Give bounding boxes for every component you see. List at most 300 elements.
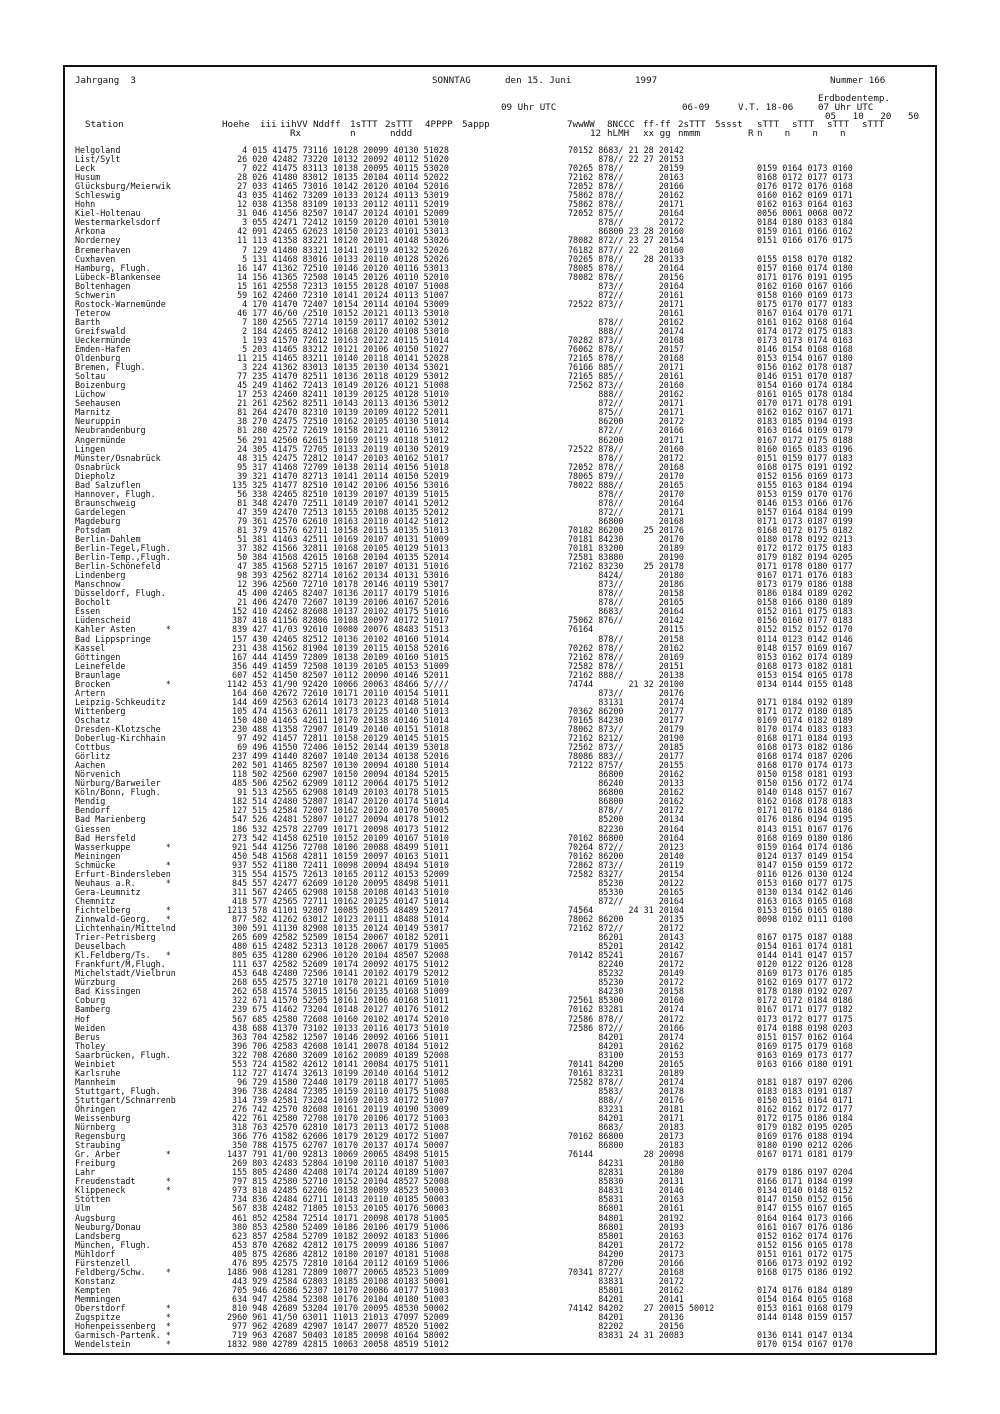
station-name: Hof — [75, 1013, 91, 1024]
synop-row: 96 729 41580 72440 10179 20118 40177 51005 — [227, 1076, 449, 1087]
synop-row: 167 444 41459 72809 10138 20109 40160 51015 — [227, 651, 449, 662]
synop-row: 268 655 42575 32710 10170 20121 40169 51010 — [227, 977, 449, 988]
station-name: Berus — [75, 1031, 101, 1042]
synop-extra-row: 70141 84200 20165 — [568, 1058, 684, 1069]
soil-s2-header: sTTT — [792, 119, 815, 130]
synop-row: 16 147 41362 72510 10146 20120 40116 53013 — [227, 262, 449, 273]
synop-extra-row: 78022 888// 20165 — [568, 479, 684, 490]
soil-temp-row: 0163 0163 0165 0168 — [757, 895, 853, 906]
synop-row: 7 180 42565 72714 10159 20117 40102 53012 — [227, 316, 449, 327]
station-name: Wasserkuppe * — [75, 841, 171, 852]
station-name: Soltau — [75, 371, 106, 382]
station-name: Zugspitze * — [75, 1312, 171, 1323]
synop-row: 453 870 42682 42812 10175 20099 40186 51007 — [227, 1239, 449, 1250]
synop-row: 623 857 42584 52709 10182 20092 40183 51006 — [227, 1230, 449, 1241]
soil-temp-row: 0162 0160 0167 0166 — [757, 280, 853, 291]
station-name: München, Flugh. — [75, 1239, 151, 1250]
synop-extra-row: 72162 888// 20138 — [568, 669, 684, 680]
nmmm-subheader: nmmm — [678, 128, 701, 139]
synop-extra-row: 70182 86200 25 20176 — [568, 524, 684, 535]
station-name: Michelstadt/Vielbrun — [75, 968, 176, 979]
synop-row: 1213 578 41101 92807 10085 20085 48489 52017 — [227, 904, 449, 915]
synop-row: 311 567 42465 62908 10158 20108 40143 51010 — [227, 886, 449, 897]
synop-extra-row: 86200 20172 — [568, 416, 684, 427]
station-name: Manschnow — [75, 579, 121, 590]
soil-temp-row: 0172 0175 0186 0184 — [757, 1113, 853, 1124]
synop-extra-row: 878// 20158 — [568, 633, 684, 644]
synop-extra-row: 74142 84202 27 20015 50012 — [568, 1303, 715, 1313]
synop-extra-row: 85830 20131 — [568, 1176, 684, 1187]
soil-temp-row: 0169 0173 0176 0185 — [757, 968, 853, 979]
station-name: Deuselbach — [75, 941, 126, 952]
station-name: Dresden-Klotzsche — [75, 724, 161, 734]
soil-temp-row: 0158 0166 0180 0189 — [757, 597, 853, 608]
soil-temp-row: 0170 0154 0167 0170 — [757, 1339, 853, 1350]
soil-temp-row: 0124 0137 0149 0154 — [757, 850, 853, 861]
synop-row: 1142 453 41/90 92420 10066 20063 48466 5//// — [227, 678, 449, 689]
soil-temp-row: 0174 0172 0175 0183 — [757, 325, 853, 336]
synop-row: 81 264 42470 82310 10139 20109 40122 52011 — [227, 407, 449, 418]
station-name: Westermarkelsdorf — [75, 217, 161, 228]
synop-row: 202 501 41465 82507 10130 20094 40180 51014 — [227, 760, 449, 771]
soil-temp-row: 0169 0174 0182 0189 — [757, 714, 853, 725]
soil-temp-row: 0147 0150 0152 0156 — [757, 1194, 853, 1205]
synop-extra-row: 84201 20162 — [568, 1040, 684, 1051]
soil-temp-row: 0152 0162 0174 0176 — [757, 1230, 853, 1241]
synop-row: 47 359 42470 72513 10155 20108 40135 52012 — [227, 506, 449, 517]
soil-temp-row: 0153 0161 0168 0179 — [757, 1303, 853, 1313]
synop-row: 28 026 41480 83012 10135 20104 40114 52022 — [227, 172, 449, 183]
synop-extra-row: 72586 872// 20166 — [568, 1022, 684, 1033]
synop-extra-row: 70142 85241 20167 — [568, 950, 684, 961]
soil-temp-row: 0162 0169 0177 0172 — [757, 977, 853, 988]
soil-temp-row: 0152 0156 0165 0178 — [757, 1239, 853, 1250]
synop-extra-row: 72052 875// 20164 — [568, 208, 684, 219]
soil-temp-row: 0159 0164 0174 0186 — [757, 841, 853, 852]
synop-extra-row: 85230 20172 — [568, 977, 684, 988]
synop-extra-row: 878// 20172 — [568, 452, 684, 463]
synop-extra-row: 72561 85300 20160 — [568, 995, 684, 1006]
soil-temp-row: 0179 0186 0197 0204 — [757, 1167, 853, 1178]
synop-row: 150 480 41465 42611 10170 20138 40146 51014 — [227, 714, 449, 725]
hoehe-header: Hoehe — [222, 119, 250, 130]
synop-extra-row: 70264 872// 20123 — [568, 841, 684, 852]
synop-extra-row: 70362 86200 20177 — [568, 705, 684, 716]
synop-extra-row: 76166 885// 20171 — [568, 362, 684, 373]
station-name: Gera-Leumnitz — [75, 886, 141, 897]
soil-temp-row: 0175 0170 0177 0183 — [757, 298, 853, 309]
soil-temp-row: 0155 0163 0184 0194 — [757, 479, 853, 490]
synop-extra-row: 85801 20162 — [568, 1284, 684, 1295]
station-name: Berlin-Schönefeld — [75, 561, 161, 572]
soil-temp-row: 0168 0172 0177 0173 — [757, 172, 853, 183]
synop-row: 135 325 41477 82510 10142 20106 40156 53016 — [227, 479, 449, 490]
synop-extra-row: 878// 20172 — [568, 805, 684, 816]
synop-row: 56 291 42560 62615 10169 20119 40118 51012 — [227, 434, 449, 445]
soil-temp-row: 0159 0164 0173 0160 — [757, 163, 853, 174]
synop-row: 322 671 41570 52505 10161 20106 40168 51011 — [227, 995, 449, 1006]
station-name: Essen — [75, 606, 101, 617]
synop-row: 363 704 42582 12507 10146 20092 40166 51011 — [227, 1031, 449, 1042]
station-name: Stötten — [75, 1194, 111, 1205]
sttt2-header: 2sTTT — [385, 119, 413, 130]
synop-extra-row: 70282 873// 20168 — [568, 334, 684, 345]
iii-header: iii — [260, 119, 277, 130]
station-name: Würzburg — [75, 977, 116, 988]
synop-row: 977 962 42689 42907 10147 20077 48520 51002 — [227, 1321, 449, 1332]
synop-row: 315 554 41575 72613 10165 20112 40153 52009 — [227, 868, 449, 879]
synop-extra-row: 72522 878// 20160 — [568, 443, 684, 454]
soil-temp-row: 0167 0172 0175 0188 — [757, 434, 853, 445]
synop-row: 157 430 42465 82512 10136 20102 40160 51014 — [227, 633, 449, 644]
synop-extra-row: 83131 20174 — [568, 696, 684, 707]
station-header: Station — [85, 119, 124, 130]
station-name: Schleswig — [75, 190, 121, 201]
soil-temp-row: 0155 0158 0170 0182 — [757, 253, 853, 264]
station-name: Hohn — [75, 199, 96, 210]
nummer-label: Nummer 166 — [830, 75, 886, 86]
synop-extra-row: 878// 20164 — [568, 497, 684, 508]
synop-extra-row: 872// 20166 — [568, 425, 684, 436]
soil-temp-row: 0181 0187 0197 0206 — [757, 1076, 853, 1087]
station-name: Wendelstein * — [75, 1339, 171, 1350]
synop-extra-row: 878// 20170 — [568, 488, 684, 499]
synop-row: 5 203 41465 83212 10121 20106 40150 51027 — [227, 344, 449, 355]
soil-temp-row: 0173 0173 0174 0163 — [757, 334, 853, 345]
synop-extra-row: 84801 20192 — [568, 1212, 684, 1223]
synop-extra-row: 878// 22 27 20153 — [568, 154, 684, 165]
soil-temp-row: 0156 0160 0177 0183 — [757, 615, 853, 626]
synop-row: 24 305 41475 72705 10133 20119 40130 52019 — [227, 443, 449, 454]
soil-temp-row: 0151 0166 0176 0175 — [757, 235, 853, 246]
station-name: Gardelegen — [75, 506, 126, 517]
station-name: Lindenberg — [75, 570, 126, 581]
synop-row: 734 836 42484 62711 10143 20110 40185 50003 — [227, 1194, 449, 1205]
nn-subheader: n n n n — [757, 128, 846, 139]
soil-temp-row: 0156 0162 0178 0187 — [757, 362, 853, 373]
ssst-header: 5ssst — [715, 119, 743, 130]
synop-extra-row: 72562 873// 20160 — [568, 380, 684, 391]
soil-temp-row: 0183 0185 0194 0193 — [757, 416, 853, 427]
synop-row: 845 557 42477 62609 10120 20095 48498 51011 — [227, 877, 449, 888]
soil-temp-row: 0167 0175 0187 0188 — [757, 932, 853, 943]
synop-extra-row: 86200 20171 — [568, 434, 684, 445]
soil-temp-row: 0153 0160 0177 0175 — [757, 877, 853, 888]
station-name: Hohenpeissenberg * — [75, 1321, 171, 1332]
soil-temp-row: 0151 0159 0177 0183 — [757, 452, 853, 463]
station-name: Brocken * — [75, 678, 171, 689]
soil-temp-row: 0163 0164 0169 0179 — [757, 425, 853, 436]
synop-main-columns — [227, 146, 449, 1349]
synop-extra-row: 86801 20161 — [568, 1203, 684, 1214]
synop-extra-row: 70162 86200 20140 — [568, 850, 684, 861]
station-name: Bendorf — [75, 805, 111, 816]
synop-row: 39 321 41470 82713 10141 20114 40150 52019 — [227, 470, 449, 481]
station-name: Cuxhaven — [75, 253, 116, 264]
synop-row: 553 724 41582 42612 10141 20084 40175 51011 — [227, 1058, 449, 1069]
synop-extra-row: 82831 20180 — [568, 1167, 684, 1178]
synop-extra-row: 873// 20186 — [568, 579, 684, 590]
synop-row: 144 469 42563 62614 10173 20123 40148 51014 — [227, 696, 449, 707]
soil-temp-row: 0144 0148 0159 0157 — [757, 1312, 853, 1323]
synop-row: 480 615 42482 52313 10128 20067 40179 51005 — [227, 941, 449, 952]
station-name: Oschatz — [75, 714, 111, 725]
station-name: Köln/Bonn, Flugh. — [75, 787, 161, 798]
station-name: Potsdam — [75, 524, 111, 535]
synop-extra-row: 84230 20158 — [568, 986, 684, 997]
synop-extra-row: 72162 878// 20163 — [568, 172, 684, 183]
station-name: Hannover, Flugh. — [75, 488, 156, 499]
synop-extra-row: 72165 878// 20168 — [568, 353, 684, 364]
station-name: List/Sylt — [75, 154, 121, 165]
soil-temp-row: 0180 0190 0212 0206 — [757, 1140, 853, 1151]
synop-extra-row: 70265 878// 20159 — [568, 163, 684, 174]
synop-row: 797 815 42580 52710 10152 20104 48527 52008 — [227, 1176, 449, 1187]
station-name: Kiel-Holtenau — [75, 208, 141, 219]
station-name: Kempten — [75, 1284, 111, 1295]
synop-row: 3 224 41362 83013 10135 20130 40134 53021 — [227, 362, 449, 373]
soil-temp-row — [757, 146, 853, 155]
soil-temp-row: 0168 0170 0174 0173 — [757, 760, 853, 771]
synop-row: 4 015 41475 73116 10128 20099 40130 51028 — [227, 145, 449, 155]
station-name: Berlin-Dahlem — [75, 534, 141, 545]
soil-temp-row: 0120 0122 0126 0128 — [757, 959, 853, 970]
erdboden-label: Erdbodentemp. — [818, 93, 890, 104]
synop-extra-row: 74744 21 32 20100 — [568, 678, 684, 689]
soil-temp-row: 0172 0172 0184 0186 — [757, 995, 853, 1006]
synop-extra-row: 83231 20181 — [568, 1103, 684, 1114]
station-name: Artern — [75, 687, 106, 698]
soil-temp-row: 0130 0134 0142 0146 — [757, 886, 853, 897]
station-name: Oldenburg — [75, 353, 121, 364]
synop-row: 461 852 42584 72514 10171 20098 40178 51005 — [227, 1212, 449, 1223]
synop-row: 77 235 41470 82511 10136 20118 40129 53012 — [227, 371, 449, 382]
soil-temp-row: 0150 0151 0164 0171 — [757, 1094, 853, 1105]
w12-subheader: 12 — [590, 128, 602, 139]
station-name: Öhringen — [75, 1103, 116, 1114]
station-name: Kassel — [75, 642, 106, 653]
synop-extra-row: 72562 873// 20185 — [568, 742, 684, 753]
station-name: Oberstdorf * — [75, 1303, 171, 1313]
synop-row: 607 452 41450 82507 10112 20090 40146 52011 — [227, 669, 449, 680]
synop-extra-row: 20161 — [568, 307, 684, 318]
synop-row: 719 963 42687 50403 10185 20098 40164 58002 — [227, 1330, 449, 1341]
synop-extra-row: 85831 20163 — [568, 1194, 684, 1205]
synop-extra-row: 76164 20115 — [568, 624, 684, 635]
station-name: Bamberg — [75, 1004, 111, 1015]
synop-row: 973 818 42485 62206 10138 20089 48523 50003 — [227, 1185, 449, 1196]
synop-extra-row: 72052 878// 20168 — [568, 461, 684, 472]
synop-row: 21 406 42470 72607 10139 20106 40167 52016 — [227, 597, 449, 608]
synop-extra-row: 86801 20193 — [568, 1221, 684, 1232]
synop-extra-row: 873// 20164 — [568, 280, 684, 291]
station-name: Lübeck-Blankensee — [75, 271, 161, 282]
station-name: Nürburg/Barweiler — [75, 778, 161, 789]
soil-temp-row: 0168 0171 0184 0193 — [757, 733, 853, 744]
soil-temp-row: 0167 0164 0170 0171 — [757, 307, 853, 318]
station-name: Regensburg — [75, 1131, 126, 1142]
station-name: Emden-Hafen — [75, 344, 131, 355]
synop-extra-row: 888// 20162 — [568, 389, 684, 400]
iihvv-header: iihVV — [280, 119, 308, 130]
station-name: Bocholt — [75, 597, 111, 608]
station-name: Lichtenhain/Mittelnd — [75, 923, 176, 934]
soil-temp-row: 0158 0160 0169 0173 — [757, 289, 853, 300]
synop-extra-row: 83831 24 31 20083 — [568, 1330, 684, 1341]
synop-row: 443 929 42584 62803 10185 20108 40183 50001 — [227, 1275, 449, 1286]
synop-extra-row: 70341 8727/ 20168 — [568, 1266, 684, 1277]
synop-row: 26 020 42482 73220 10132 20092 40112 51020 — [227, 154, 449, 165]
synop-row: 14 156 41365 72508 10145 20126 40110 52010 — [227, 271, 449, 282]
station-name: Bad Kissingen — [75, 986, 141, 997]
synop-extra-row: 82230 20164 — [568, 823, 684, 834]
synop-row: 2 184 42465 82412 10168 20120 40108 53010 — [227, 325, 449, 336]
synop-row: 5 131 41468 83016 10133 20110 40128 52026 — [227, 253, 449, 264]
synop-extra-row: 78085 878// 20164 — [568, 262, 684, 273]
station-name: Schwerin — [75, 289, 116, 300]
synop-row: 380 853 42580 52409 10186 20106 40179 51006 — [227, 1221, 449, 1232]
soil-temp-row: 0161 0162 0168 0164 — [757, 316, 853, 327]
soil-temp-row: 0162 0162 0167 0171 — [757, 407, 853, 418]
synop-row: 48 315 42475 72812 10147 20103 40162 51017 — [227, 452, 449, 463]
nddd-subheader: nddd — [390, 128, 413, 139]
station-name: Kahler Asten * — [75, 624, 171, 635]
station-name: Trier-Petrisberg — [75, 932, 156, 943]
synop-extra-row: 86240 20133 — [568, 778, 684, 789]
www-header: 7wwWW — [567, 119, 595, 130]
soil-temp-row: 0143 0151 0167 0176 — [757, 823, 853, 834]
synop-row: 450 548 41568 42811 10159 20097 40163 51011 — [227, 850, 449, 861]
synop-extra-row: 78065 879// 20170 — [568, 470, 684, 481]
synop-row: 46 177 46/60 /2510 10152 20121 40113 53010 — [227, 307, 449, 318]
synop-row: 56 338 42465 82510 10139 20107 40139 51015 — [227, 488, 449, 499]
depths-label: 05 10 20 50 — [825, 111, 920, 122]
synop-row: 300 591 41130 82908 10135 20124 40149 53017 — [227, 923, 449, 934]
soil-temp-row: 0147 0155 0167 0165 — [757, 1203, 853, 1214]
station-name: Giessen — [75, 823, 111, 834]
soil-temp-row: 0167 0171 0177 0182 — [757, 1004, 853, 1015]
station-name: Bad Hersfeld — [75, 832, 136, 843]
station-name: Berlin-Temp.,Flugh. — [75, 552, 171, 563]
soil-temp-row: 0170 0171 0178 0191 — [757, 398, 853, 409]
station-name: Weiden — [75, 1022, 106, 1033]
station-name: Straubing — [75, 1140, 121, 1151]
synop-row: 921 544 41256 72708 10106 20088 48499 51011 — [227, 841, 449, 852]
soil-temp-row: 0056 0061 0068 0072 — [757, 208, 853, 219]
station-name: Osnabrück — [75, 461, 121, 472]
station-name: Mendig — [75, 796, 106, 807]
synop-row: 112 727 41474 32613 10199 20140 40164 51012 — [227, 1067, 449, 1078]
synop-extra-row: 76182 877// 22 20160 — [568, 244, 684, 255]
day-label: SONNTAG — [432, 75, 471, 86]
synop-extra-row: 8683/ 20183 — [568, 1122, 684, 1133]
station-name: Stuttgart/Schnarrenb — [75, 1094, 176, 1105]
synop-extra-row: 86201 20143 — [568, 932, 684, 943]
synop-row: 1486 908 41281 72809 10077 20065 48523 51009 — [227, 1266, 449, 1277]
soil-temp-row: 0171 0178 0180 0177 — [757, 561, 853, 572]
synop-extra-row: 70165 84230 20177 — [568, 714, 684, 725]
synop-row: 705 946 42686 52307 10170 20086 40177 51003 — [227, 1284, 449, 1295]
synop-row: 118 502 42560 62907 10150 20094 40184 52015 — [227, 769, 449, 780]
synop-extra-row: 84200 20173 — [568, 1248, 684, 1259]
station-name: Magdeburg — [75, 515, 121, 526]
synop-row: 356 449 41459 72508 10139 20105 40153 51009 — [227, 660, 449, 671]
synop-extra-columns — [568, 146, 714, 1340]
uhr09-label: 09 Uhr UTC — [501, 102, 557, 113]
synop-extra-row: 75862 878// 20162 — [568, 190, 684, 201]
synop-row: 152 410 42462 82608 10137 20102 40175 51016 — [227, 606, 449, 617]
soil-temperature-columns — [757, 146, 853, 1358]
station-name: Barth — [75, 316, 101, 327]
synop-extra-row: 86800 23 28 20160 — [568, 226, 684, 237]
soil-temp-row: 0134 0144 0155 0148 — [757, 678, 853, 689]
synop-extra-row: 86800 20162 — [568, 787, 684, 798]
station-name: Teterow — [75, 307, 111, 318]
station-name: Ulm — [75, 1203, 91, 1214]
synop-extra-row: 85200 20134 — [568, 814, 684, 825]
synop-row: 182 514 42480 52807 10147 20120 40174 51014 — [227, 796, 449, 807]
synop-extra-row: 8583/ 20178 — [568, 1085, 684, 1096]
synop-row: 265 609 42582 52509 10154 20067 40182 52011 — [227, 932, 449, 943]
synop-row: 839 427 41/03 92610 10080 20076 48483 51513 — [227, 624, 449, 635]
soil-temp-row: 0146 0151 0170 0187 — [757, 371, 853, 382]
synop-extra-row: 72582 8327/ 20154 — [568, 868, 684, 879]
station-name: Helgoland — [75, 145, 121, 155]
station-name: Boizenburg — [75, 380, 126, 391]
synop-extra-row: 84201 20171 — [568, 1113, 684, 1124]
soil-temp-row: 0153 0159 0170 0176 — [757, 488, 853, 499]
soil-temp-row: 0163 0169 0173 0177 — [757, 1049, 853, 1060]
hlmh-subheader: hLMH — [607, 128, 630, 139]
synop-row: 438 688 41370 73102 10133 20116 40173 51010 — [227, 1022, 449, 1033]
soil-temp-row: 0136 0141 0147 0134 — [757, 1330, 853, 1341]
station-name: Neuburg/Donau — [75, 1221, 141, 1232]
h0609-label: 06-09 — [682, 102, 710, 113]
synop-extra-row: 78082 878// 20156 — [568, 271, 684, 282]
soil-temp-row: 0169 0176 0188 0194 — [757, 1131, 853, 1142]
uhr07-label: 07 Uhr UTC — [818, 102, 874, 113]
synop-extra-row: 87200 20166 — [568, 1257, 684, 1268]
synop-extra-row: 86800 20162 — [568, 769, 684, 780]
station-name: Neubrandenburg — [75, 425, 146, 436]
soil-temp-row: 0098 0102 0111 0100 — [757, 913, 853, 924]
synop-row: 111 637 42582 52609 10174 20092 40175 51012 — [227, 959, 449, 970]
synop-row: 69 496 41550 72406 10152 20144 40139 53018 — [227, 742, 449, 753]
ff-header: ff-ff — [643, 119, 671, 130]
date-label: den 15. Juni — [505, 75, 572, 86]
synop-extra-row: 78062 873// 20179 — [568, 724, 684, 734]
synop-extra-row: 70181 83200 20189 — [568, 543, 684, 554]
synop-row: 11 113 41358 83221 10120 20101 40148 53026 — [227, 235, 449, 246]
synop-extra-row: 72162 878// 20169 — [568, 651, 684, 662]
synop-extra-row: 872// 20161 — [568, 289, 684, 300]
synop-extra-row: 84231 20180 — [568, 1158, 684, 1169]
synop-row: 877 582 41262 63012 10123 20111 48488 51014 — [227, 913, 449, 924]
synop-extra-row: 70265 878// 28 20133 — [568, 253, 684, 264]
synop-extra-row: 72162 8212/ 20190 — [568, 733, 684, 744]
soil-temp-row: 0183 0183 0191 0187 — [757, 1085, 853, 1096]
station-name: Diepholz — [75, 470, 116, 481]
synop-row: 396 706 42583 42608 10141 20078 40184 51012 — [227, 1040, 449, 1051]
synop-row: 231 438 41562 81904 10139 20115 40158 52016 — [227, 642, 449, 653]
soil-temp-row: 0154 0161 0174 0181 — [757, 941, 853, 952]
synop-extra-row: 72582 878// 20174 — [568, 1076, 684, 1087]
synop-extra-row: 70152 8683/ 21 28 20142 — [568, 145, 684, 155]
synop-extra-row: 85801 20163 — [568, 1230, 684, 1241]
synop-extra-row: 872// 20171 — [568, 506, 684, 517]
synop-extra-row: 875// 20171 — [568, 407, 684, 418]
synop-row: 262 658 41574 53015 10156 20135 40168 51009 — [227, 986, 449, 997]
